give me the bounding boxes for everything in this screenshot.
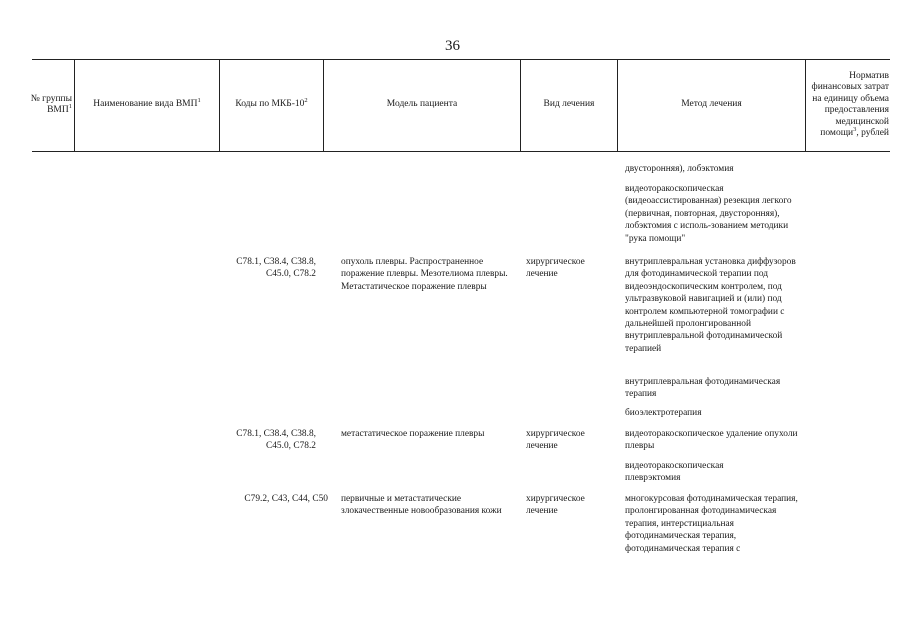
- method-cell: [625, 163, 805, 175]
- method-line: внутриплевральная фотодинамическая терапия: [625, 377, 781, 400]
- col-divider: [805, 59, 806, 151]
- method-line: видеоторакоскопическое удаление опухоли плевры: [625, 429, 798, 452]
- method-cell: [625, 376, 795, 401]
- method-cell: [625, 256, 800, 355]
- col-divider: [219, 59, 220, 151]
- method-line: биоэлектротерапия: [625, 408, 702, 418]
- method-line: двусторонняя), лобэктомия: [625, 164, 734, 174]
- method-line: видеоторакоскопическая плеврэктомия: [625, 461, 724, 484]
- header-financial-norm: Норматив финансовых затрат на единицу объема предоставления медицинской помощи$^3$, рублей: [811, 70, 889, 138]
- treatment-type-cell: хирургическое лечение: [526, 494, 585, 517]
- header-treatment-method: Метод лечения: [681, 99, 742, 110]
- col-divider: [74, 59, 75, 151]
- header-icd-codes: Коды по МКБ-$10^2$: [235, 97, 308, 110]
- method-line: многокурсовая фотодинамическая терапия, пролонгированная фотодинамическая терапия, интерстициальная фотодинамическая терапия, фотодинамическая терапия с: [625, 494, 798, 554]
- method-line: внутриплевральная установка диффузоров для фотодинамической терапии под видеоэндоскопическим контролем, под ультразвуковой навигацией и (или) под контролем компьютерной томографии с дальнейшей пролонгированной внутриплевральной фотодинамической терапией: [625, 257, 796, 354]
- method-line: видеоторакоскопическая (видеоассистированная) резекция легкого (первичная, повторная, двусторонняя), лобэктомия с исполь-зованием методики "рука помощи": [625, 184, 792, 244]
- treatment-type-cell: хирургическое лечение: [526, 429, 585, 452]
- method-cell: [625, 460, 775, 485]
- header-treatment-type: Вид лечения: [543, 99, 595, 110]
- patient-model-cell: опухоль плевры. Распространенное поражение плевры. Мезотелиома плевры. Метастатическое поражение плевры: [341, 257, 508, 292]
- method-cell: [625, 428, 805, 453]
- icd-codes-cell: C79.2, C43, C44, C50: [244, 494, 328, 504]
- col-divider: [323, 59, 324, 151]
- icd-codes-cell: C78.1, C38.4, C38.8, C45.0, C78.2: [236, 429, 316, 452]
- patient-model-cell: метастатическое поражение плевры: [341, 429, 485, 439]
- icd-codes-cell: C78.1, C38.4, C38.8, C45.0, C78.2: [236, 257, 316, 280]
- patient-model-cell: первичные и метастатические злокачественные новообразования кожи: [341, 494, 502, 517]
- header-patient-model: Модель пациента: [386, 99, 458, 110]
- header-group-number: № группы ВМП$^1$: [30, 93, 72, 115]
- header-vmp-name: Наименование вида ВМП$^1$: [93, 97, 201, 110]
- col-divider: [520, 59, 521, 151]
- method-cell: [625, 407, 805, 419]
- treatment-type-cell: хирургическое лечение: [526, 257, 585, 280]
- table-header-bottom-rule: [32, 151, 890, 152]
- page-number: 36: [445, 38, 460, 54]
- method-cell: [625, 493, 805, 555]
- col-divider: [617, 59, 618, 151]
- method-cell: [625, 183, 805, 245]
